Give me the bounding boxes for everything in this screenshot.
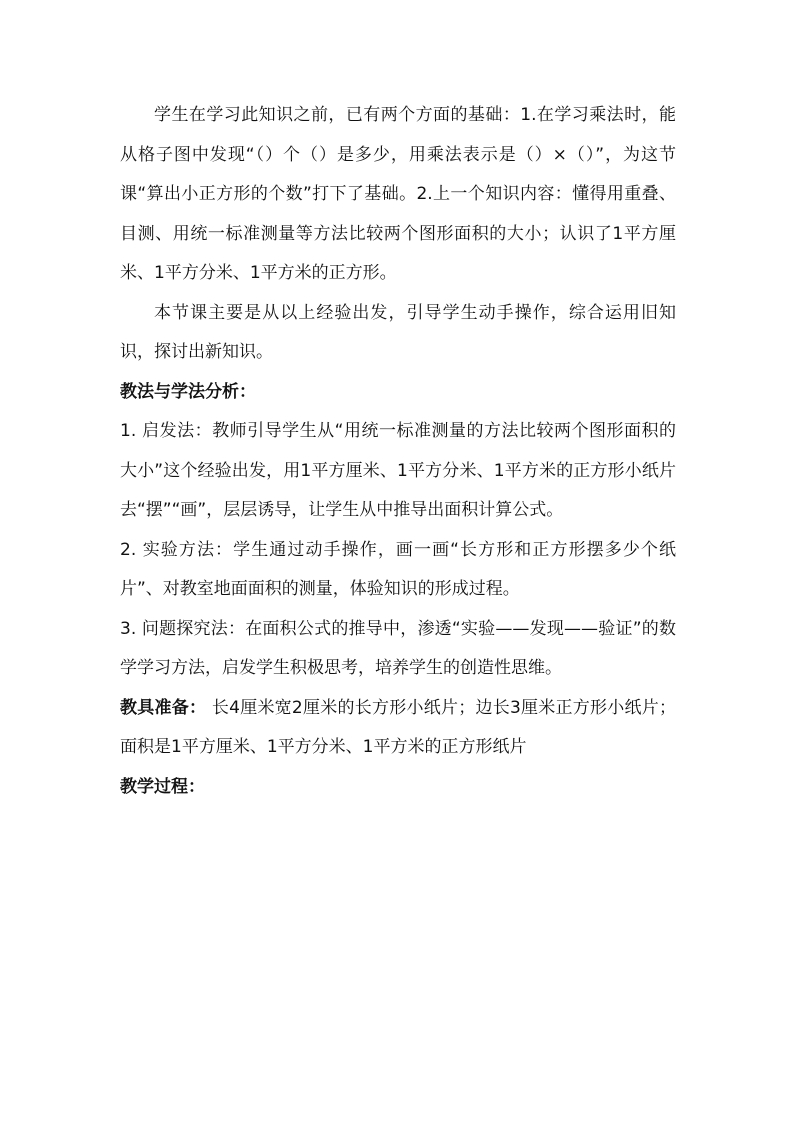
document-page: [120, 96, 676, 807]
intro-paragraph-2: 本节课主要是从以上经验出发，引导学生动手操作，综合运用旧知识，探讨出新知识。: [120, 302, 676, 362]
tools-text: 长4厘米宽2厘米的长方形小纸片；边长3厘米正方形小纸片；面积是1平方厘米、1平方分米、1平方米的正方形纸片: [120, 697, 676, 757]
intro-paragraph-1: 学生在学习此知识之前，已有两个方面的基础：1.在学习乘法时，能从格子图中发现“（）个（）是多少，用乘法表示是（）×（）”，为这节课“算出小正方形的个数”打下了基础。2.上一个知识内容：懂得用重叠、目测、用统一标准测量等方法比较两个图形面积的大小；认识了1平方厘米、1平方分米、1平方米的正方形。: [120, 105, 676, 283]
method-item-1: 1. 启发法：教师引导学生从“用统一标准测量的方法比较两个图形面积的大小”这个经验出发，用1平方厘米、1平方分米、1平方米的正方形小纸片去“摆”“画”，层层诱导，让学生从中推导出面积计算公式。: [120, 421, 676, 520]
methods-heading: 教法与学法分析：: [120, 381, 256, 402]
process-heading: 教学过程：: [120, 776, 205, 797]
method-item-2: 2. 实验方法：学生通过动手操作，画一画“长方形和正方形摆多少个纸片”、对教室地面面积的测量，体验知识的形成过程。: [120, 539, 676, 599]
tools-paragraph: [120, 689, 676, 768]
tools-label: 教具准备：: [120, 697, 207, 718]
method-item-3: 3. 问题探究法：在面积公式的推导中，渗透“实验——发现——验证”的数学学习方法，启发学生积极思考，培养学生的创造性思维。: [120, 618, 676, 678]
